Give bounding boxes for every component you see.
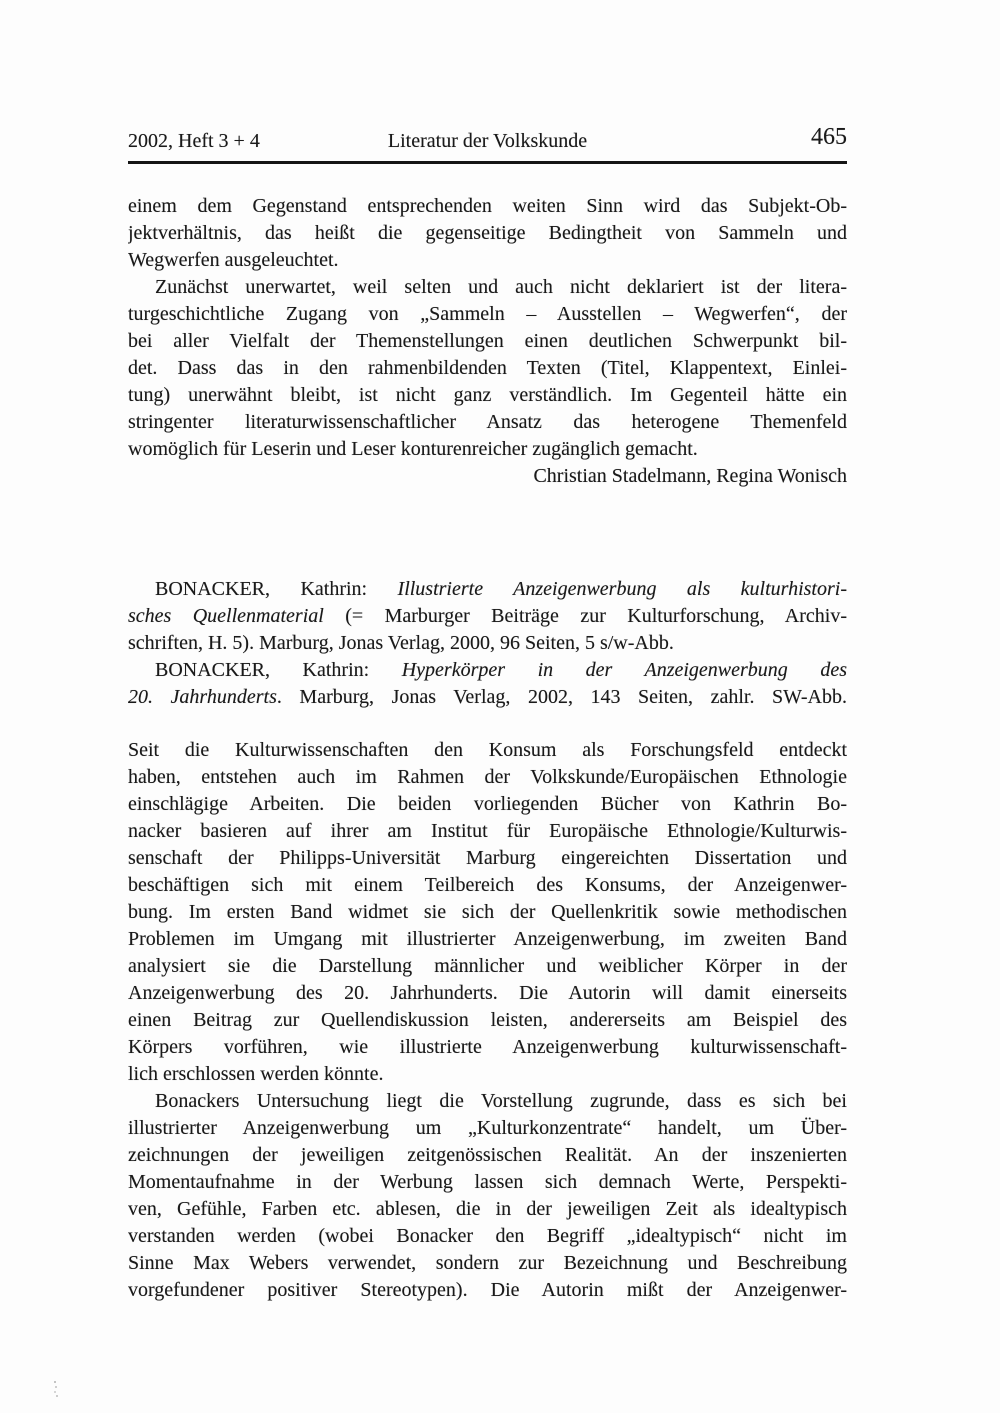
review-end-paragraph-2-line	[128, 436, 847, 463]
text-segment: Anzeigenwerbung des 20. Jahrhunderts. Die Autorin will damit einerseits	[128, 982, 847, 1004]
review-paragraph-2-line	[128, 1277, 847, 1304]
text-segment: Sinne Max Webers verwendet, sondern zur Bezeichnung und Beschreibung	[128, 1252, 847, 1274]
text-segment: vorgefundener positiver Stereotypen). Die Autorin mißt der Anzeigenwer-	[128, 1279, 847, 1301]
text-segment: bei aller Vielfalt der Themenstellungen einen deutlichen Schwerpunkt bil-	[128, 330, 847, 352]
text-segment: zeichnungen der jeweiligen zeitgenössischen Realität. An der inszenierten	[128, 1144, 847, 1166]
text-segment: illustrierter Anzeigenwerbung um „Kulturkonzentrate“ handelt, um Über-	[128, 1117, 847, 1139]
bibliography-entry-1-line	[128, 576, 847, 603]
scan-speckle-artifact	[54, 1381, 56, 1383]
review-end-paragraph-2-line	[128, 409, 847, 436]
review-end-paragraph-2-line	[128, 301, 847, 328]
text-segment: tung) unerwähnt bleibt, ist nicht ganz verständlich. Im Gegenteil hätte ein	[128, 384, 847, 406]
text-segment: stringenter literaturwissenschaftlicher Ansatz das heterogene Themenfeld	[128, 411, 847, 433]
review-paragraph-1-line	[128, 980, 847, 1007]
text-segment: Momentaufnahme in der Werbung lassen sich demnach Werte, Perspekti-	[128, 1171, 847, 1193]
review-paragraph-2-line	[128, 1142, 847, 1169]
review-paragraph-1-line	[128, 1061, 847, 1088]
text-segment: einen Beitrag zur Quellendiskussion leisten, andererseits am Beispiel des	[128, 1009, 847, 1031]
text-segment: turgeschichtliche Zugang von „Sammeln – Ausstellen – Wegwerfen“, der	[128, 303, 847, 325]
header-page-number: 465	[811, 124, 847, 150]
text-segment: bung. Im ersten Band widmet sie sich der Quellenkritik sowie methodischen	[128, 901, 847, 923]
review-paragraph-1-line	[128, 1034, 847, 1061]
text-segment: senschaft der Philipps-Universität Marburg eingereichten Dissertation und	[128, 847, 847, 869]
bibliography-entry-2-line	[128, 657, 847, 684]
text-segment: lich erschlossen werden könnte.	[128, 1063, 384, 1085]
text-segment: Zunächst unerwartet, weil selten und auch nicht deklariert ist der litera-	[155, 276, 847, 298]
review-end-paragraph-1-line	[128, 220, 847, 247]
review-end-paragraph-1-line	[128, 247, 847, 274]
text-segment: (= Marburger Beiträge zur Kulturforschung, Archiv-	[323, 605, 847, 627]
text-segment: ven, Gefühle, Farben etc. ablesen, die in der jeweiligen Zeit als idealtypisch	[128, 1198, 847, 1220]
text-segment: nacker basieren auf ihrer am Institut für Europäische Ethnologie/Kulturwis-	[128, 820, 847, 842]
text-segment: haben, entstehen auch im Rahmen der Volkskunde/Europäischen Ethnologie	[128, 766, 847, 788]
text-segment: Wegwerfen ausgeleuchtet.	[128, 249, 339, 271]
bibliography-entry-2-line	[128, 684, 847, 711]
review-paragraph-2-line	[128, 1223, 847, 1250]
review-paragraph-1-line	[128, 872, 847, 899]
review-paragraph-1-line	[128, 1007, 847, 1034]
text-segment: det. Dass das in den rahmenbildenden Texten (Titel, Klappentext, Einlei-	[128, 357, 847, 379]
paragraph-gap	[128, 490, 847, 576]
article-body	[128, 193, 847, 1304]
review-paragraph-1-line	[128, 818, 847, 845]
header-rule	[128, 161, 847, 164]
italic-title-segment: Hyperkörper in der Anzeigenwerbung des	[401, 659, 847, 681]
header-issue: 2002, Heft 3 + 4	[128, 130, 260, 152]
review-paragraph-2-line	[128, 1250, 847, 1277]
review-paragraph-1-line	[128, 926, 847, 953]
text-segment: jektverhältnis, das heißt die gegenseitige Bedingtheit von Sammeln und	[128, 222, 847, 244]
text-segment: einem dem Gegenstand entsprechenden weiten Sinn wird das Subjekt-Ob-	[128, 195, 847, 217]
review-paragraph-1-line	[128, 899, 847, 926]
review-paragraph-1-line	[128, 737, 847, 764]
text-segment: . Marburg, Jonas Verlag, 2002, 143 Seiten, zahlr. SW-Abb.	[276, 686, 847, 708]
text-segment: schriften, H. 5). Marburg, Jonas Verlag, 2000, 96 Seiten, 5 s/w-Abb.	[128, 632, 674, 654]
review-paragraph-2-line	[128, 1088, 847, 1115]
italic-title-segment: Illustrierte Anzeigenwerbung als kulturhistori-	[397, 578, 847, 600]
text-segment: beschäftigen sich mit einem Teilbereich des Konsums, der Anzeigenwer-	[128, 874, 847, 896]
review-paragraph-1-line	[128, 845, 847, 872]
reviewer-signature: Christian Stadelmann, Regina Wonisch	[533, 465, 847, 487]
running-header	[128, 124, 847, 156]
text-segment: Problemen im Umgang mit illustrierter Anzeigenwerbung, im zweiten Band	[128, 928, 847, 950]
text-segment: womöglich für Leserin und Leser konturenreicher zugänglich gemacht.	[128, 438, 698, 460]
review-paragraph-2-line	[128, 1115, 847, 1142]
text-segment: analysiert sie die Darstellung männlicher und weiblicher Körper in der	[128, 955, 847, 977]
review-paragraph-2-line	[128, 1169, 847, 1196]
header-journal-title: Literatur der Volkskunde	[387, 130, 588, 152]
review-paragraph-1-line	[128, 764, 847, 791]
text-segment: Körpers vorführen, wie illustrierte Anzeigenwerbung kulturwissenschaft-	[128, 1036, 847, 1058]
text-segment: einschlägige Arbeiten. Die beiden vorliegenden Bücher von Kathrin Bo-	[128, 793, 847, 815]
review-end-paragraph-2-line	[128, 355, 847, 382]
italic-title-segment: 20. Jahrhunderts	[128, 686, 277, 708]
review-paragraph-1-line	[128, 953, 847, 980]
review-end-paragraph-1-line	[128, 193, 847, 220]
text-segment: Seit die Kulturwissenschaften den Konsum als Forschungsfeld entdeckt	[128, 739, 847, 761]
review-end-paragraph-2-line	[128, 328, 847, 355]
text-segment: BONACKER, Kathrin:	[155, 659, 402, 681]
paragraph-gap	[128, 711, 847, 737]
review-paragraph-1-line	[128, 791, 847, 818]
review-end-paragraph-2-line	[128, 274, 847, 301]
text-segment: Bonackers Untersuchung liegt die Vorstellung zugrunde, dass es sich bei	[155, 1090, 847, 1112]
text-segment: verstanden werden (wobei Bonacker den Begriff „idealtypisch“ nicht im	[128, 1225, 847, 1247]
bibliography-entry-1-line	[128, 603, 847, 630]
bibliography-entry-1-line	[128, 630, 847, 657]
review-paragraph-2-line	[128, 1196, 847, 1223]
review-end-paragraph-2-line	[128, 382, 847, 409]
italic-title-segment: sches Quellenmaterial	[128, 605, 324, 627]
text-segment: BONACKER, Kathrin:	[155, 578, 398, 600]
